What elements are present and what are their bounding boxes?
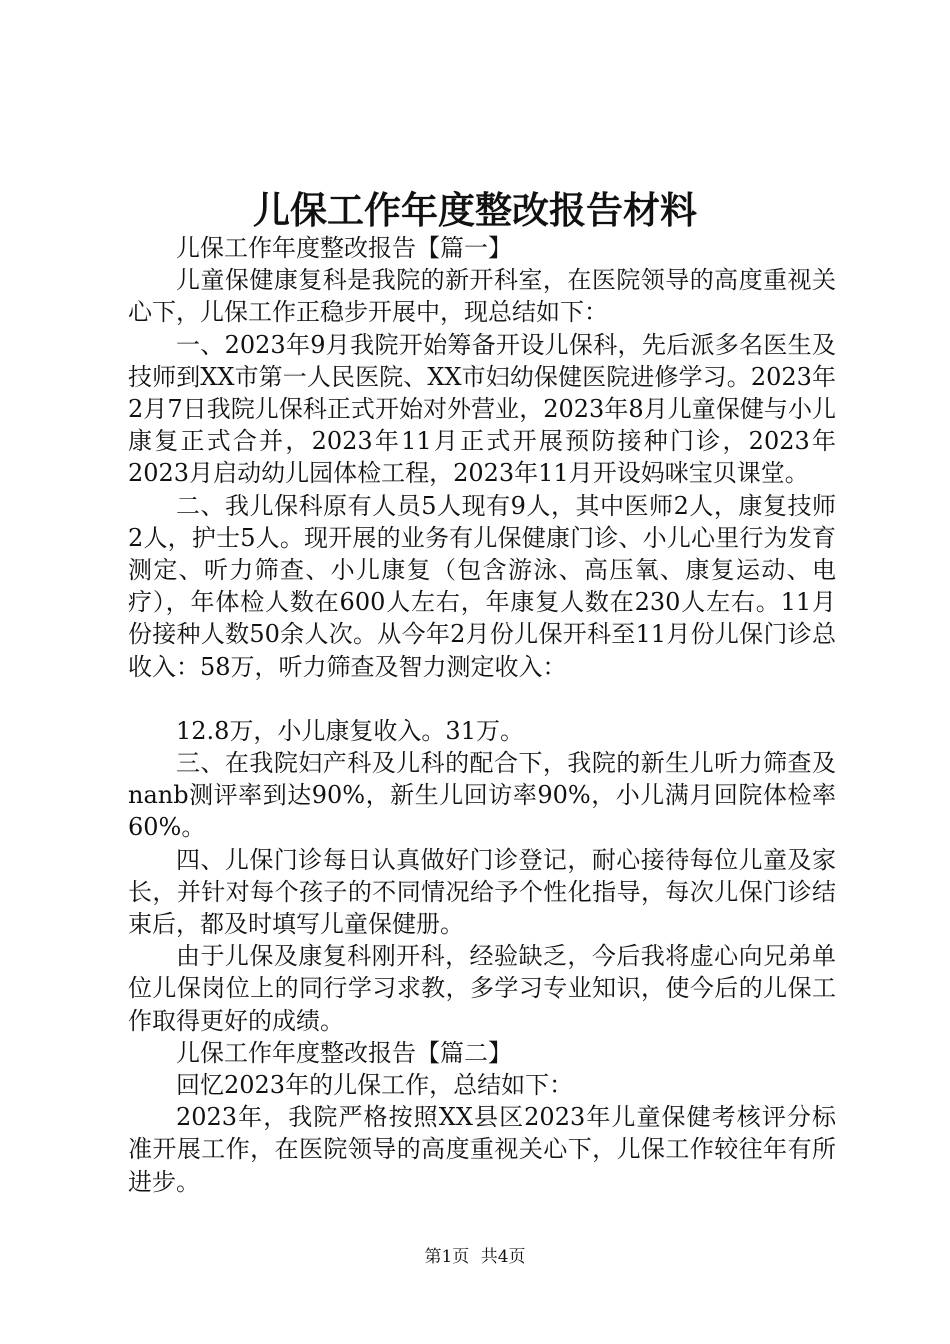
section-heading-2: 儿保工作年度整改报告【篇二】 xyxy=(176,1038,512,1067)
paragraph: 一、2023年9月我院开始筹备开设儿保科，先后派多名医生及技师到XX市第一人民医院、XX市妇幼保健医院进修学习。2023年2月7日我院儿保科正式开始对外营业，2023年8月儿童保健与小儿康复正式合并，2023年11月正式开展预防接种门诊，2023年2023月启动幼儿园体检工程，2023年11月开设妈咪宝贝课堂。 xyxy=(128,330,836,488)
paragraph: 2023年，我院严格按照XX县区2023年儿童保健考核评分标准开展工作，在医院领导的高度重视关心下，儿保工作较往年有所进步。 xyxy=(128,1103,836,1196)
paragraph: 二、我儿保科原有人员5人现有9人，其中医师2人，康复技师2人，护士5人。现开展的业务有儿保健康门诊、小儿心里行为发育测定、听力筛查、小儿康复（包含游泳、高压氧、康复运动、电疗），年体检人数在600人左右，年康复人数在230人左右。11月份接种人数50余人次。从今年2月份儿保开科至11月份儿保门诊总收入：58万，听力筛查及智力测定收入： xyxy=(128,491,836,681)
document-title: 儿保工作年度整改报告材料 xyxy=(253,188,697,232)
paragraph: 由于儿保及康复科刚开科，经验缺乏，今后我将虚心向兄弟单位儿保岗位上的同行学习求教，多学习专业知识，使今后的儿保工作取得更好的成绩。 xyxy=(128,942,836,1035)
paragraph: 儿童保健康复科是我院的新开科室，在医院领导的高度重视关心下，儿保工作正稳步开展中，现总结如下： xyxy=(128,266,836,327)
section-heading-1: 儿保工作年度整改报告【篇一】 xyxy=(176,234,512,262)
paragraph: 四、儿保门诊每日认真做好门诊登记，耐心接待每位儿童及家长，并针对每个孩子的不同情况给予个性化指导，每次儿保门诊结束后，都及时填写儿童保健册。 xyxy=(128,845,836,939)
paragraph: 12.8万，小儿康复收入。31万。 xyxy=(176,716,524,745)
paragraph: 回忆2023年的儿保工作，总结如下： xyxy=(176,1071,574,1100)
page-number: 第1页 xyxy=(424,1247,470,1267)
document-body xyxy=(128,232,836,1198)
page-footer xyxy=(0,1245,950,1269)
paragraph: 三、在我院妇产科及儿科的配合下，我院的新生儿听力筛查及nanb测评率到达90%，新生儿回访率90%，小儿满月回院体检率60%。 xyxy=(128,749,836,842)
page-total: 共4页 xyxy=(480,1247,526,1267)
